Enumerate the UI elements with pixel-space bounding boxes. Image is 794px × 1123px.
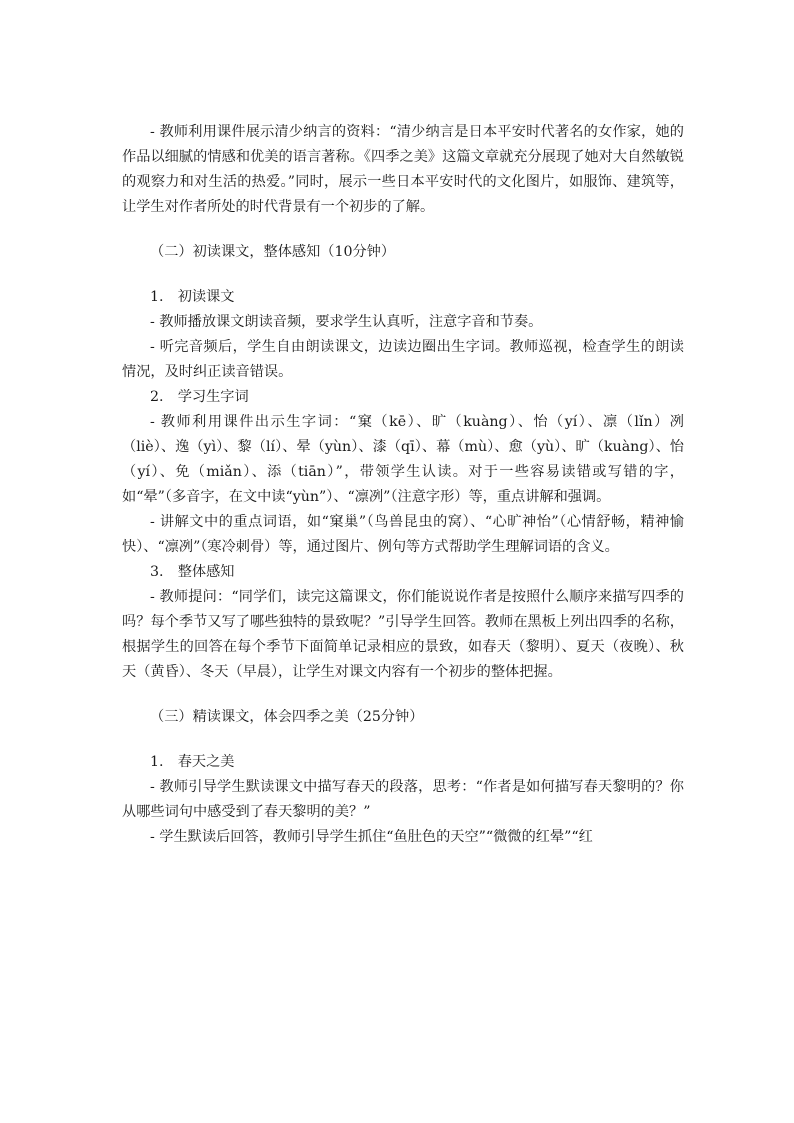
paragraph: - 教师引导学生默读课文中描写春天的段落，思考：“作者是如何描写春天黎明的？你从哪些词句中感受到了春天黎明的美？” (122, 779, 684, 820)
paragraph: - 讲解文中的重点词语，如“窠巢”（鸟兽昆虫的窝）、“心旷神怡”（心情舒畅，精神愉快）、“凛冽”（寒冷刺骨）等，通过图片、例句等方式帮助学生理解词语的含义。 (122, 514, 684, 555)
document-body (122, 120, 684, 850)
section-heading-3: （三）精读课文，体会四季之美（25分钟） (150, 709, 424, 725)
subsection-heading-3: 3. 整体感知 (150, 564, 235, 580)
intro-paragraph: - 教师利用课件展示清少纳言的资料：“清少纳言是日本平安时代著名的女作家，她的作品以细腻的情感和优美的语言著称。《四季之美》这篇文章就充分展现了她对大自然敏锐的观察力和对生活的热爱。”同时，展示一些日本平安时代的文化图片，如服饰、建筑等，让学生对作者所处的时代背景有一个初步的了解。 (122, 124, 684, 215)
paragraph: - 教师播放课文朗读音频，要求学生认真听，注意字音和节奏。 (150, 314, 543, 330)
section-heading-2: （二）初读课文，整体感知（10分钟） (150, 244, 396, 260)
paragraph: - 听完音频后，学生自由朗读课文，边读边圈出生字词。教师巡视，检查学生的朗读情况，及时纠正读音错误。 (122, 339, 684, 380)
paragraph: - 学生默读后回答，教师引导学生抓住“鱼肚色的天空”“微微的红晕”“红 (150, 829, 593, 845)
subsection-heading-1: 1. 初读课文 (150, 289, 235, 305)
subsection-heading-2: 2. 学习生字词 (150, 389, 249, 405)
subsection-heading-spring: 1. 春天之美 (150, 754, 235, 770)
paragraph: - 教师提问：“同学们，读完这篇课文，你们能说说作者是按照什么顺序来描写四季的吗？每个季节又写了哪些独特的景致呢？”引导学生回答。教师在黑板上列出四季的名称，根据学生的回答在每个季节下面简单记录相应的景致，如春天（黎明）、夏天（夜晚）、秋天（黄昏）、冬天（早晨），让学生对课文内容有一个初步的整体把握。 (122, 589, 684, 680)
paragraph: - 教师利用课件出示生字词：“窠（kē）、旷（kuàng）、怡（yí）、凛（lǐn）冽（liè）、逸（yì）、黎（lí）、晕（yùn）、漆（qī）、幕（mù）、愈（yù）、旷（kuàng）、怡（yí）、免（miǎn）、添（tiān）”，带领学生认读。对于一些容易读错或写错的字，如“晕”（多音字，在文中读“yùn”）、“凛冽”（注意字形）等，重点讲解和强调。 (122, 414, 684, 505)
